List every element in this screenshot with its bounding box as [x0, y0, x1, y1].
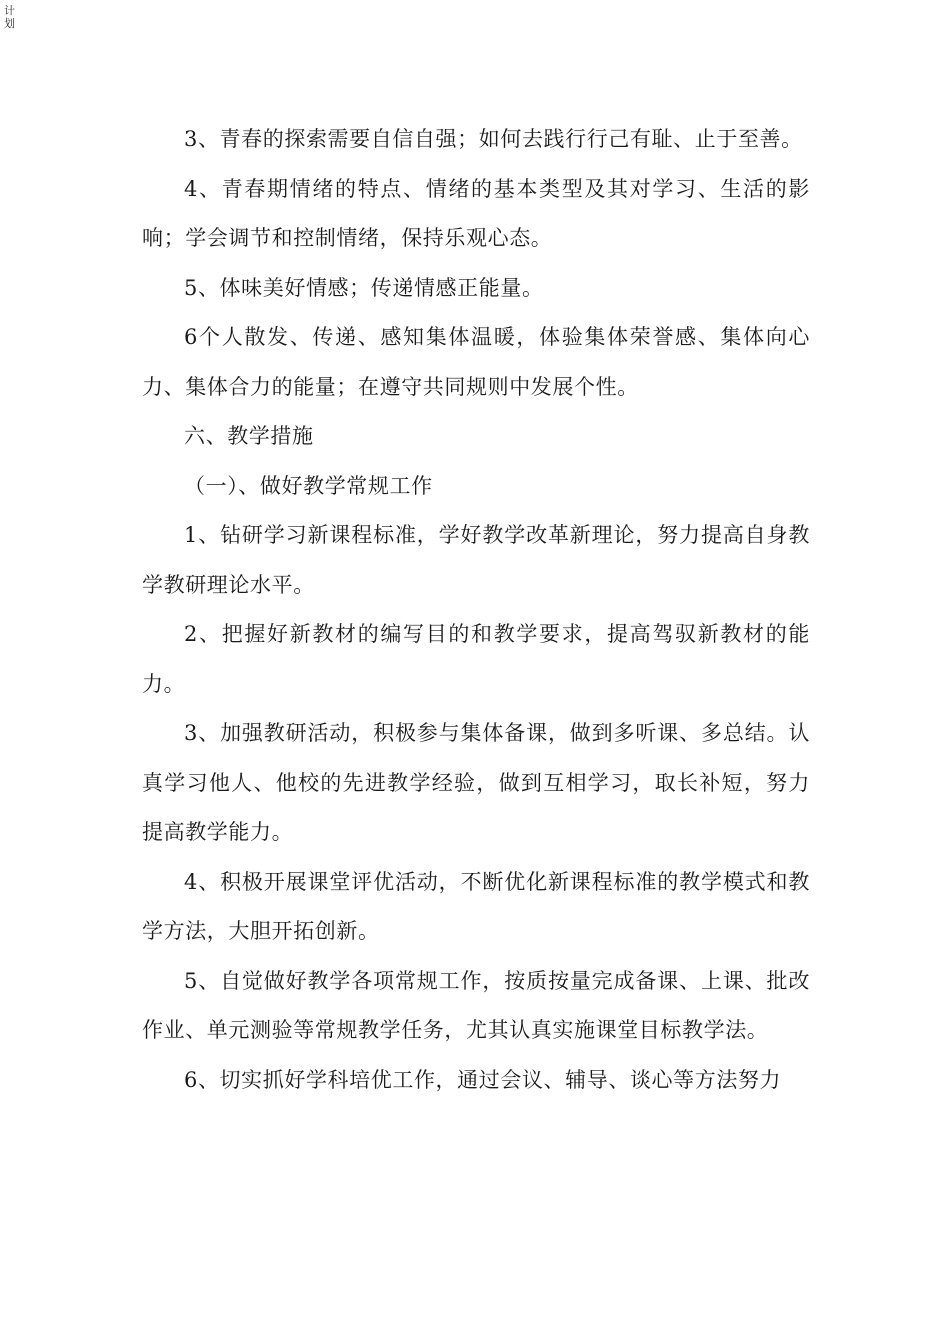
- measure-item-6: 6、切实抓好学科培优工作，通过会议、辅导、谈心等方法努力: [184, 1067, 782, 1092]
- measure-item-5: 5、自觉做好教学各项常规工作，按质按量完成备课、上课、批改作业、单元测验等常规教学任务，尤其认真实施课堂目标教学法。: [142, 968, 810, 1042]
- paragraph-item-5: 5、体味美好情感；传递情感正能量。: [184, 275, 544, 300]
- section-heading-teaching-measures: 六、教学措施: [184, 424, 314, 448]
- paragraph-item-6: 6个人散发、传递、感知集体温暖，体验集体荣誉感、集体向心力、集体合力的能量；在遵守共同规则中发展个性。: [142, 325, 810, 399]
- measure-item-3: 3、加强教研活动，积极参与集体备课，做到多听课、多总结。认真学习他人、他校的先进教学经验，做到互相学习，取长补短，努力提高教学能力。: [142, 721, 810, 844]
- paragraph-item-4: 4、青春期情绪的特点、情绪的基本类型及其对学习、生活的影响；学会调节和控制情绪，保持乐观心态。: [142, 176, 810, 250]
- measure-item-2: 2、把握好新教材的编写目的和教学要求，提高驾驭新教材的能力。: [142, 622, 810, 696]
- document-body: [142, 115, 810, 1105]
- measure-item-1: 1、钻研学习新课程标准，学好教学改革新理论，努力提高自身教学教研理论水平。: [142, 523, 810, 597]
- paragraph-item-3: 3、青春的探索需要自信自强；如何去践行行己有耻、止于至善。: [184, 127, 803, 151]
- measure-item-4: 4、积极开展课堂评优活动，不断优化新课程标准的教学模式和教学方法，大胆开拓创新。: [142, 869, 810, 943]
- subsection-heading-routine-work: （一）、做好教学常规工作: [184, 473, 433, 498]
- document-title-vertical: 计划: [4, 4, 15, 30]
